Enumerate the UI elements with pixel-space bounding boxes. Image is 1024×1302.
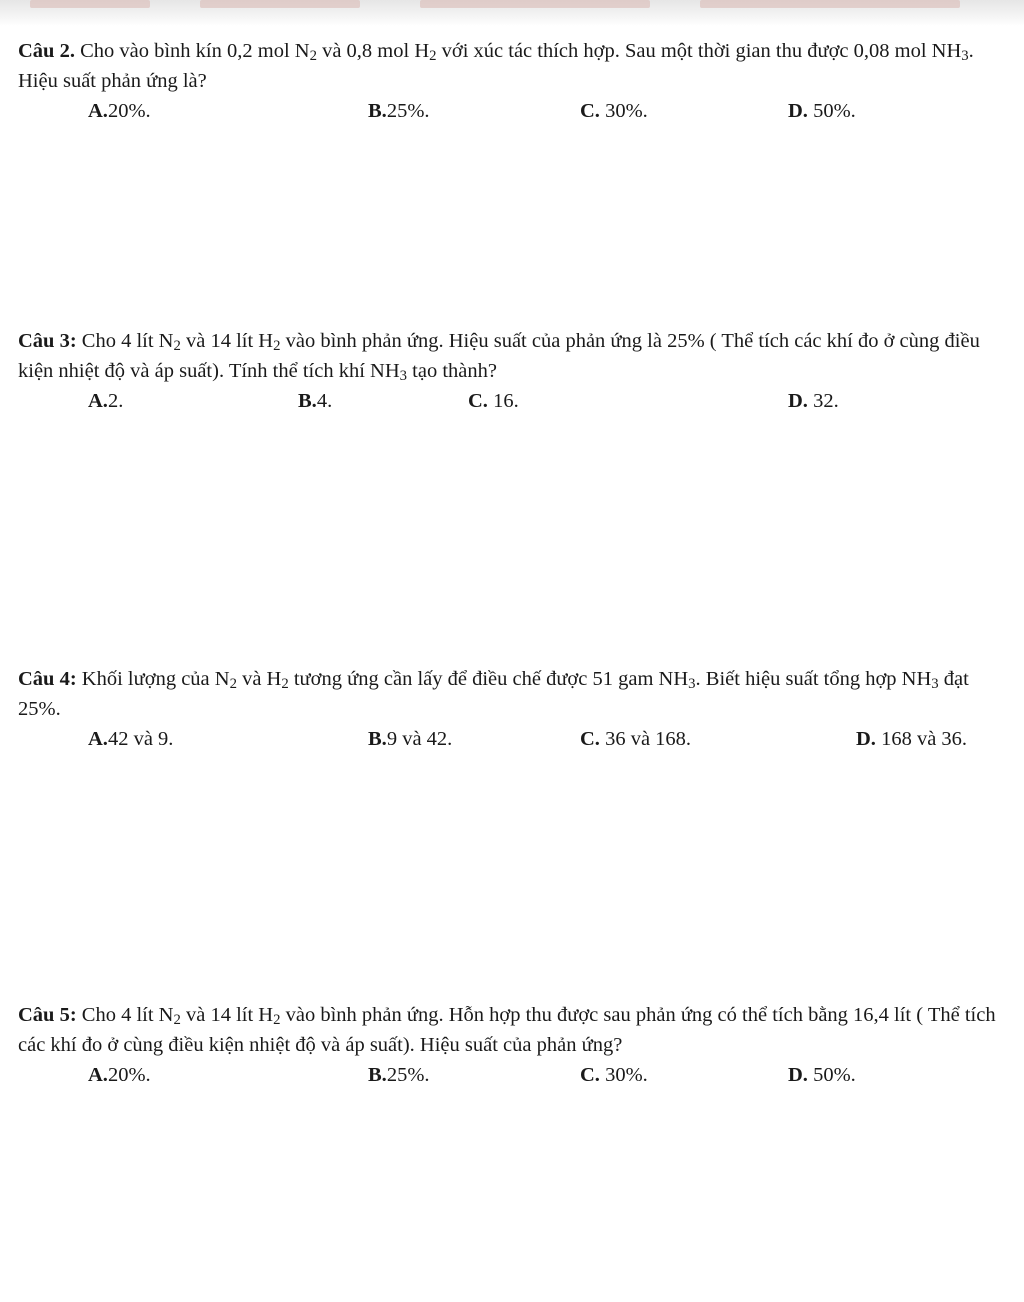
question-text: Câu 3: Cho 4 lít $N_2$ và 14 lít $H_2$ vào bình phản ứng. Hiệu suất của phản ứng là 25% ( Thể tích các khí đo ở cùng điều kiện nhiệt độ và áp suất). Tính thể tích khí $NH_3$ tạo thành?: [18, 330, 980, 385]
question-label: Câu 2.: [18, 40, 75, 62]
option-a: A.2.: [88, 390, 124, 412]
option-c: C. 30%.: [580, 100, 648, 122]
option-a: A.20%.: [88, 1064, 151, 1086]
option-a: A.42 và 9.: [88, 728, 174, 750]
question-5: [18, 1000, 1003, 1092]
question-2: [18, 36, 1003, 128]
question-text: Câu 4: Khối lượng của $N_2$ và $H_2$ tương ứng cần lấy để điều chế được 51 gam $NH_3$. Biết hiệu suất tổng hợp $NH_3$ đạt 25%.: [18, 668, 969, 720]
option-d: D. 168 và 36.: [856, 728, 968, 750]
option-d: D. 32.: [788, 390, 839, 412]
question-text: Câu 5: Cho 4 lít $N_2$ và 14 lít $H_2$ vào bình phản ứng. Hỗn hợp thu được sau phản ứng có thể tích bằng 16,4 lít ( Thể tích các khí đo ở cùng điều kiện nhiệt độ và áp suất). Hiệu suất của phản ứng?: [18, 1004, 996, 1056]
option-c: C. 16.: [468, 390, 519, 412]
option-a: A.20%.: [88, 100, 151, 122]
question-4: [18, 664, 1003, 756]
question-text: Câu 2. Cho vào bình kín 0,2 mol $N_2$ và 0,8 mol $H_2$ với xúc tác thích hợp. Sau một thời gian thu được 0,08 mol $NH_3$. Hiệu suất phản ứng là?: [18, 40, 974, 92]
option-d: D. 50%.: [788, 100, 856, 122]
question-label: Câu 3:: [18, 330, 77, 352]
question-label: Câu 5:: [18, 1004, 77, 1026]
option-b: B.25%.: [368, 100, 430, 122]
question-label: Câu 4:: [18, 668, 77, 690]
answer-options: [18, 386, 1003, 418]
option-b: B.25%.: [368, 1064, 430, 1086]
answer-options: [18, 96, 1003, 128]
cropped-header-strip: [0, 0, 1024, 26]
option-c: C. 36 và 168.: [580, 728, 692, 750]
option-d: D. 50%.: [788, 1064, 856, 1086]
answer-options: [18, 724, 1003, 756]
option-b: B.4.: [298, 390, 333, 412]
option-b: B.9 và 42.: [368, 728, 453, 750]
question-3: [18, 326, 1003, 418]
answer-options: [18, 1060, 1003, 1092]
option-c: C. 30%.: [580, 1064, 648, 1086]
